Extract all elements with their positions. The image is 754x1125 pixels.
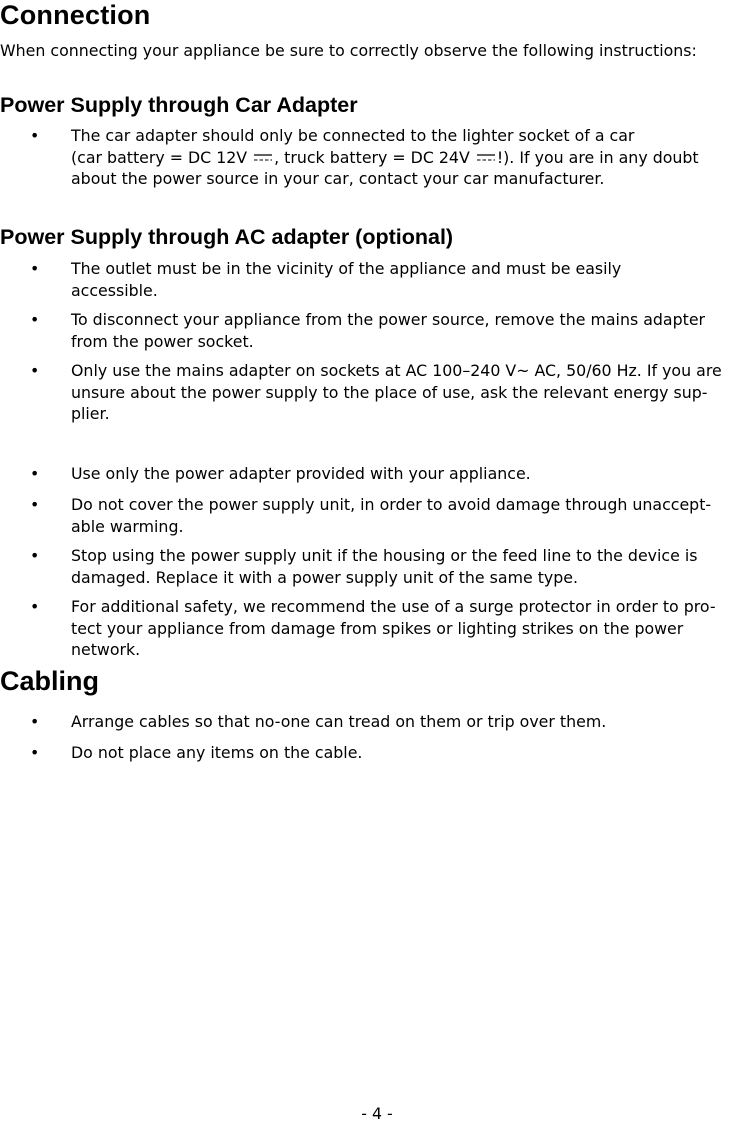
- ac-adapter-item: [71, 360, 754, 425]
- bullet-icon: •: [30, 597, 40, 616]
- bullet-icon: •: [30, 743, 40, 762]
- direct-current-icon: [253, 152, 273, 164]
- text-line: accessible.: [71, 280, 158, 300]
- ac-adapter-item: [71, 258, 754, 301]
- text-line: Do not place any items on the cable.: [71, 743, 363, 762]
- text-line: damaged. Replace it with a power supply unit of the same type.: [71, 567, 579, 587]
- text-fragment: !). If you are in any doubt: [496, 147, 699, 167]
- text-fragment: (car battery = DC 12V: [71, 147, 253, 167]
- ac-adapter-item: [71, 545, 754, 588]
- bullet-icon: •: [30, 464, 40, 483]
- bullet-icon: •: [30, 361, 40, 380]
- text-line: able warming.: [71, 516, 184, 536]
- text-line: [71, 147, 754, 169]
- text-line: The car adapter should only be connected to the lighter socket of a car: [71, 126, 635, 145]
- page-title: Connection: [0, 0, 151, 30]
- text-fragment: , truck battery = DC 24V: [274, 147, 475, 167]
- bullet-icon: •: [30, 712, 40, 731]
- text-line: Use only the power adapter provided with your appliance.: [71, 464, 531, 483]
- ac-adapter-item: [71, 309, 754, 352]
- bullet-icon: •: [30, 310, 40, 329]
- text-line: Only use the mains adapter on sockets at AC 100–240 V~ AC, 50/60 Hz. If you are: [71, 361, 722, 380]
- text-line: For additional safety, we recommend the use of a surge protector in order to pro-: [71, 597, 716, 616]
- ac-adapter-item: [71, 463, 754, 485]
- direct-current-icon: [476, 152, 496, 164]
- bullet-icon: •: [30, 546, 40, 565]
- text-line: Stop using the power supply unit if the housing or the feed line to the device is: [71, 546, 698, 565]
- text-line: Arrange cables so that no-one can tread on them or trip over them.: [71, 712, 607, 731]
- text-line: about the power source in your car, contact your car manufacturer.: [71, 169, 605, 189]
- text-line: To disconnect your appliance from the power source, remove the mains adapter: [71, 310, 706, 329]
- text-line: plier.: [71, 404, 110, 424]
- bullet-icon: •: [30, 495, 40, 514]
- text-line: network.: [71, 640, 141, 660]
- cabling-item: [71, 711, 754, 733]
- text-line: from the power socket.: [71, 331, 254, 351]
- text-line: Do not cover the power supply unit, in order to avoid damage through unaccept-: [71, 495, 712, 514]
- text-line: The outlet must be in the vicinity of the appliance and must be easily: [71, 259, 622, 278]
- cabling-heading: Cabling: [0, 666, 99, 696]
- ac-adapter-heading: Power Supply through AC adapter (optional): [0, 225, 454, 249]
- page-number: - 4 -: [361, 1104, 393, 1123]
- car-adapter-heading: Power Supply through Car Adapter: [0, 93, 358, 117]
- text-line: unsure about the power supply to the place of use, ask the relevant energy sup-: [71, 382, 708, 402]
- car-adapter-item: [71, 125, 754, 190]
- cabling-item: [71, 742, 754, 764]
- bullet-icon: •: [30, 259, 40, 278]
- intro-text: When connecting your appliance be sure to correctly observe the following instructions:: [0, 41, 697, 60]
- ac-adapter-item: [71, 596, 754, 661]
- ac-adapter-item: [71, 494, 754, 537]
- text-line: tect your appliance from damage from spikes or lighting strikes on the power: [71, 618, 684, 638]
- bullet-icon: •: [30, 126, 40, 145]
